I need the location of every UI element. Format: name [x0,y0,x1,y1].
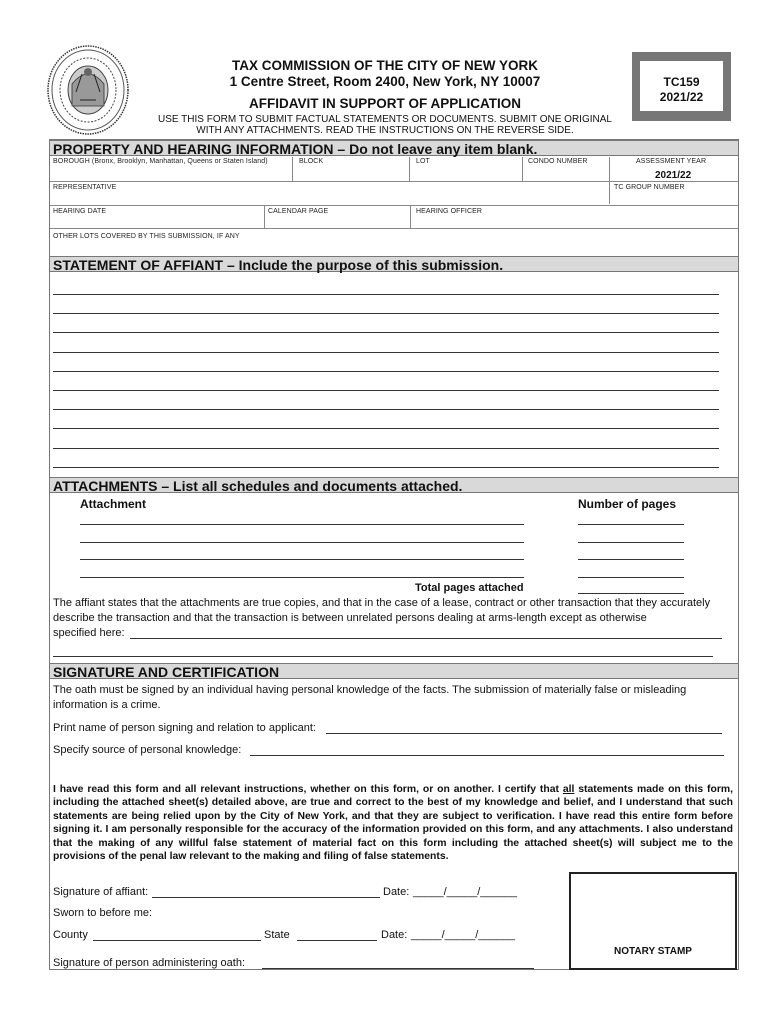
agency-address: 1 Centre Street, Room 2400, New York, NY 10007 [229,74,541,89]
notary-stamp-box [569,872,737,970]
total-pages-label: Total pages attached [415,582,524,594]
statement-line[interactable] [53,352,719,353]
date-label-2: Date: [381,929,408,941]
attachment-name-line[interactable] [80,542,524,543]
hearing-date-label: HEARING DATE [53,208,107,215]
notary-stamp-label: NOTARY STAMP [614,946,692,957]
statement-section-heading: STATEMENT OF AFFIANT – Include the purpose of this submission. [50,256,738,272]
knowledge-source-field[interactable] [250,755,724,756]
attachment-column-header: Attachment [80,497,147,511]
certification-statement: I have read this form and all relevant instructions, whether on this form, or on another. I certify that all statements made on this form, including the attached sheet(s) detailed above, are true and correct to the best of my knowledge and belief, and I understand that such statements are being relied upon by the City of New York, and that they are subject to verification. I have read this entire form before signing it. I am personally responsible for the accuracy of the information provided on this form, and any attachments. I also understand that the making of any willful false statement of material fact on this form including the attached sheet(s) will subject me to the provisions of the penal law relevant to the making and filing of false statements. [53,784,733,863]
specified-here-field[interactable] [130,638,722,639]
signature-affiant-label: Signature of affiant: [53,886,149,898]
borough-field[interactable] [51,158,291,180]
county-label: County [53,929,88,941]
affiant-statement-line2: describe the transaction and that the transaction is between unrelated persons dealing at arms-length except as otherwise [53,612,647,624]
signature-section-heading: SIGNATURE AND CERTIFICATION [50,663,738,679]
statement-line[interactable] [53,390,719,391]
representative-label: REPRESENTATIVE [53,184,117,191]
statement-line[interactable] [53,313,719,314]
pages-column-header: Number of pages [578,497,677,511]
attachment-name-line[interactable] [80,524,524,525]
statement-line[interactable] [53,294,719,295]
form-number-box [632,52,731,121]
property-section-heading: PROPERTY AND HEARING INFORMATION – Do not leave any item blank. [50,140,738,156]
city-seal-logo [46,44,130,136]
statement-line[interactable] [53,448,719,449]
specified-here-field-2[interactable] [53,656,713,657]
date-label-1: Date: [383,886,410,898]
state-label: State [264,929,290,941]
attachment-name-line[interactable] [80,577,524,578]
attachment-pages-line[interactable] [578,559,684,560]
condo-field[interactable] [523,158,608,180]
form-year: 2021/22 [659,90,704,104]
form-instructions: USE THIS FORM TO SUBMIT FACTUAL STATEMENTS OR DOCUMENTS. SUBMIT ONE ORIGINAL WITH ANY ATTACHMENTS. READ THE INSTRUCTIONS ON THE REVERSE SIDE. [158,114,612,136]
hearing-officer-label: HEARING OFFICER [416,208,483,215]
statement-line[interactable] [53,371,719,372]
date-field-2[interactable]: _____/_____/______ [411,929,515,941]
hearing-date-field[interactable] [51,207,263,227]
form-title: AFFIDAVIT IN SUPPORT OF APPLICATION [249,96,521,111]
other-lots-field[interactable] [51,230,737,252]
state-field[interactable] [297,940,377,941]
lot-field[interactable] [410,158,521,180]
print-name-label: Print name of person signing and relation to applicant: [53,722,316,734]
knowledge-source-label: Specify source of personal knowledge: [53,744,242,756]
date-field-1[interactable]: _____/_____/______ [413,886,517,898]
calendar-page-label: CALENDAR PAGE [268,208,329,215]
administering-label: Signature of person administering oath: [53,957,246,969]
condo-label: CONDO NUMBER [528,158,588,165]
form-number: TC159 [663,75,700,89]
agency-name: TAX COMMISSION OF THE CITY OF NEW YORK [231,58,538,73]
attachment-pages-line[interactable] [578,577,684,578]
tc-group-field[interactable] [611,183,737,204]
tc-group-label: TC GROUP NUMBER [614,184,685,191]
sworn-label: Sworn to before me: [53,907,153,919]
other-lots-label: OTHER LOTS COVERED BY THIS SUBMISSION, IF ANY [53,233,240,240]
county-field[interactable] [93,940,261,941]
block-field[interactable] [293,158,408,180]
assessment-year-label: ASSESSMENT YEAR [636,158,707,165]
administering-field[interactable] [262,968,534,969]
total-pages-field[interactable] [578,593,684,594]
lot-label: LOT [416,158,430,165]
borough-label: BOROUGH (Bronx, Brooklyn, Manhattan, Queens or Staten Island) [53,158,268,165]
attachment-pages-line[interactable] [578,524,684,525]
oath-text-line2: information is a crime. [53,699,161,711]
calendar-page-field[interactable] [266,207,409,227]
signature-affiant-field[interactable] [152,897,380,898]
oath-text-line1: The oath must be signed by an individual having personal knowledge of the facts. The submission of materially false or misleading [53,684,687,696]
assessment-year-value: 2021/22 [655,170,692,181]
attachment-pages-line[interactable] [578,542,684,543]
affiant-statement-line1: The affiant states that the attachments are true copies, and that in the case of a lease, contract or other transaction that they accurately [53,597,711,609]
specified-here-label: specified here: [53,627,125,639]
statement-line[interactable] [53,428,719,429]
attachment-name-line[interactable] [80,559,524,560]
statement-line[interactable] [53,467,719,468]
statement-line[interactable] [53,409,719,410]
hearing-officer-field[interactable] [412,207,737,227]
representative-field[interactable] [51,183,607,204]
attachments-section-heading: ATTACHMENTS – List all schedules and documents attached. [50,477,738,493]
statement-line[interactable] [53,332,719,333]
block-label: BLOCK [299,158,324,165]
print-name-field[interactable] [326,733,722,734]
